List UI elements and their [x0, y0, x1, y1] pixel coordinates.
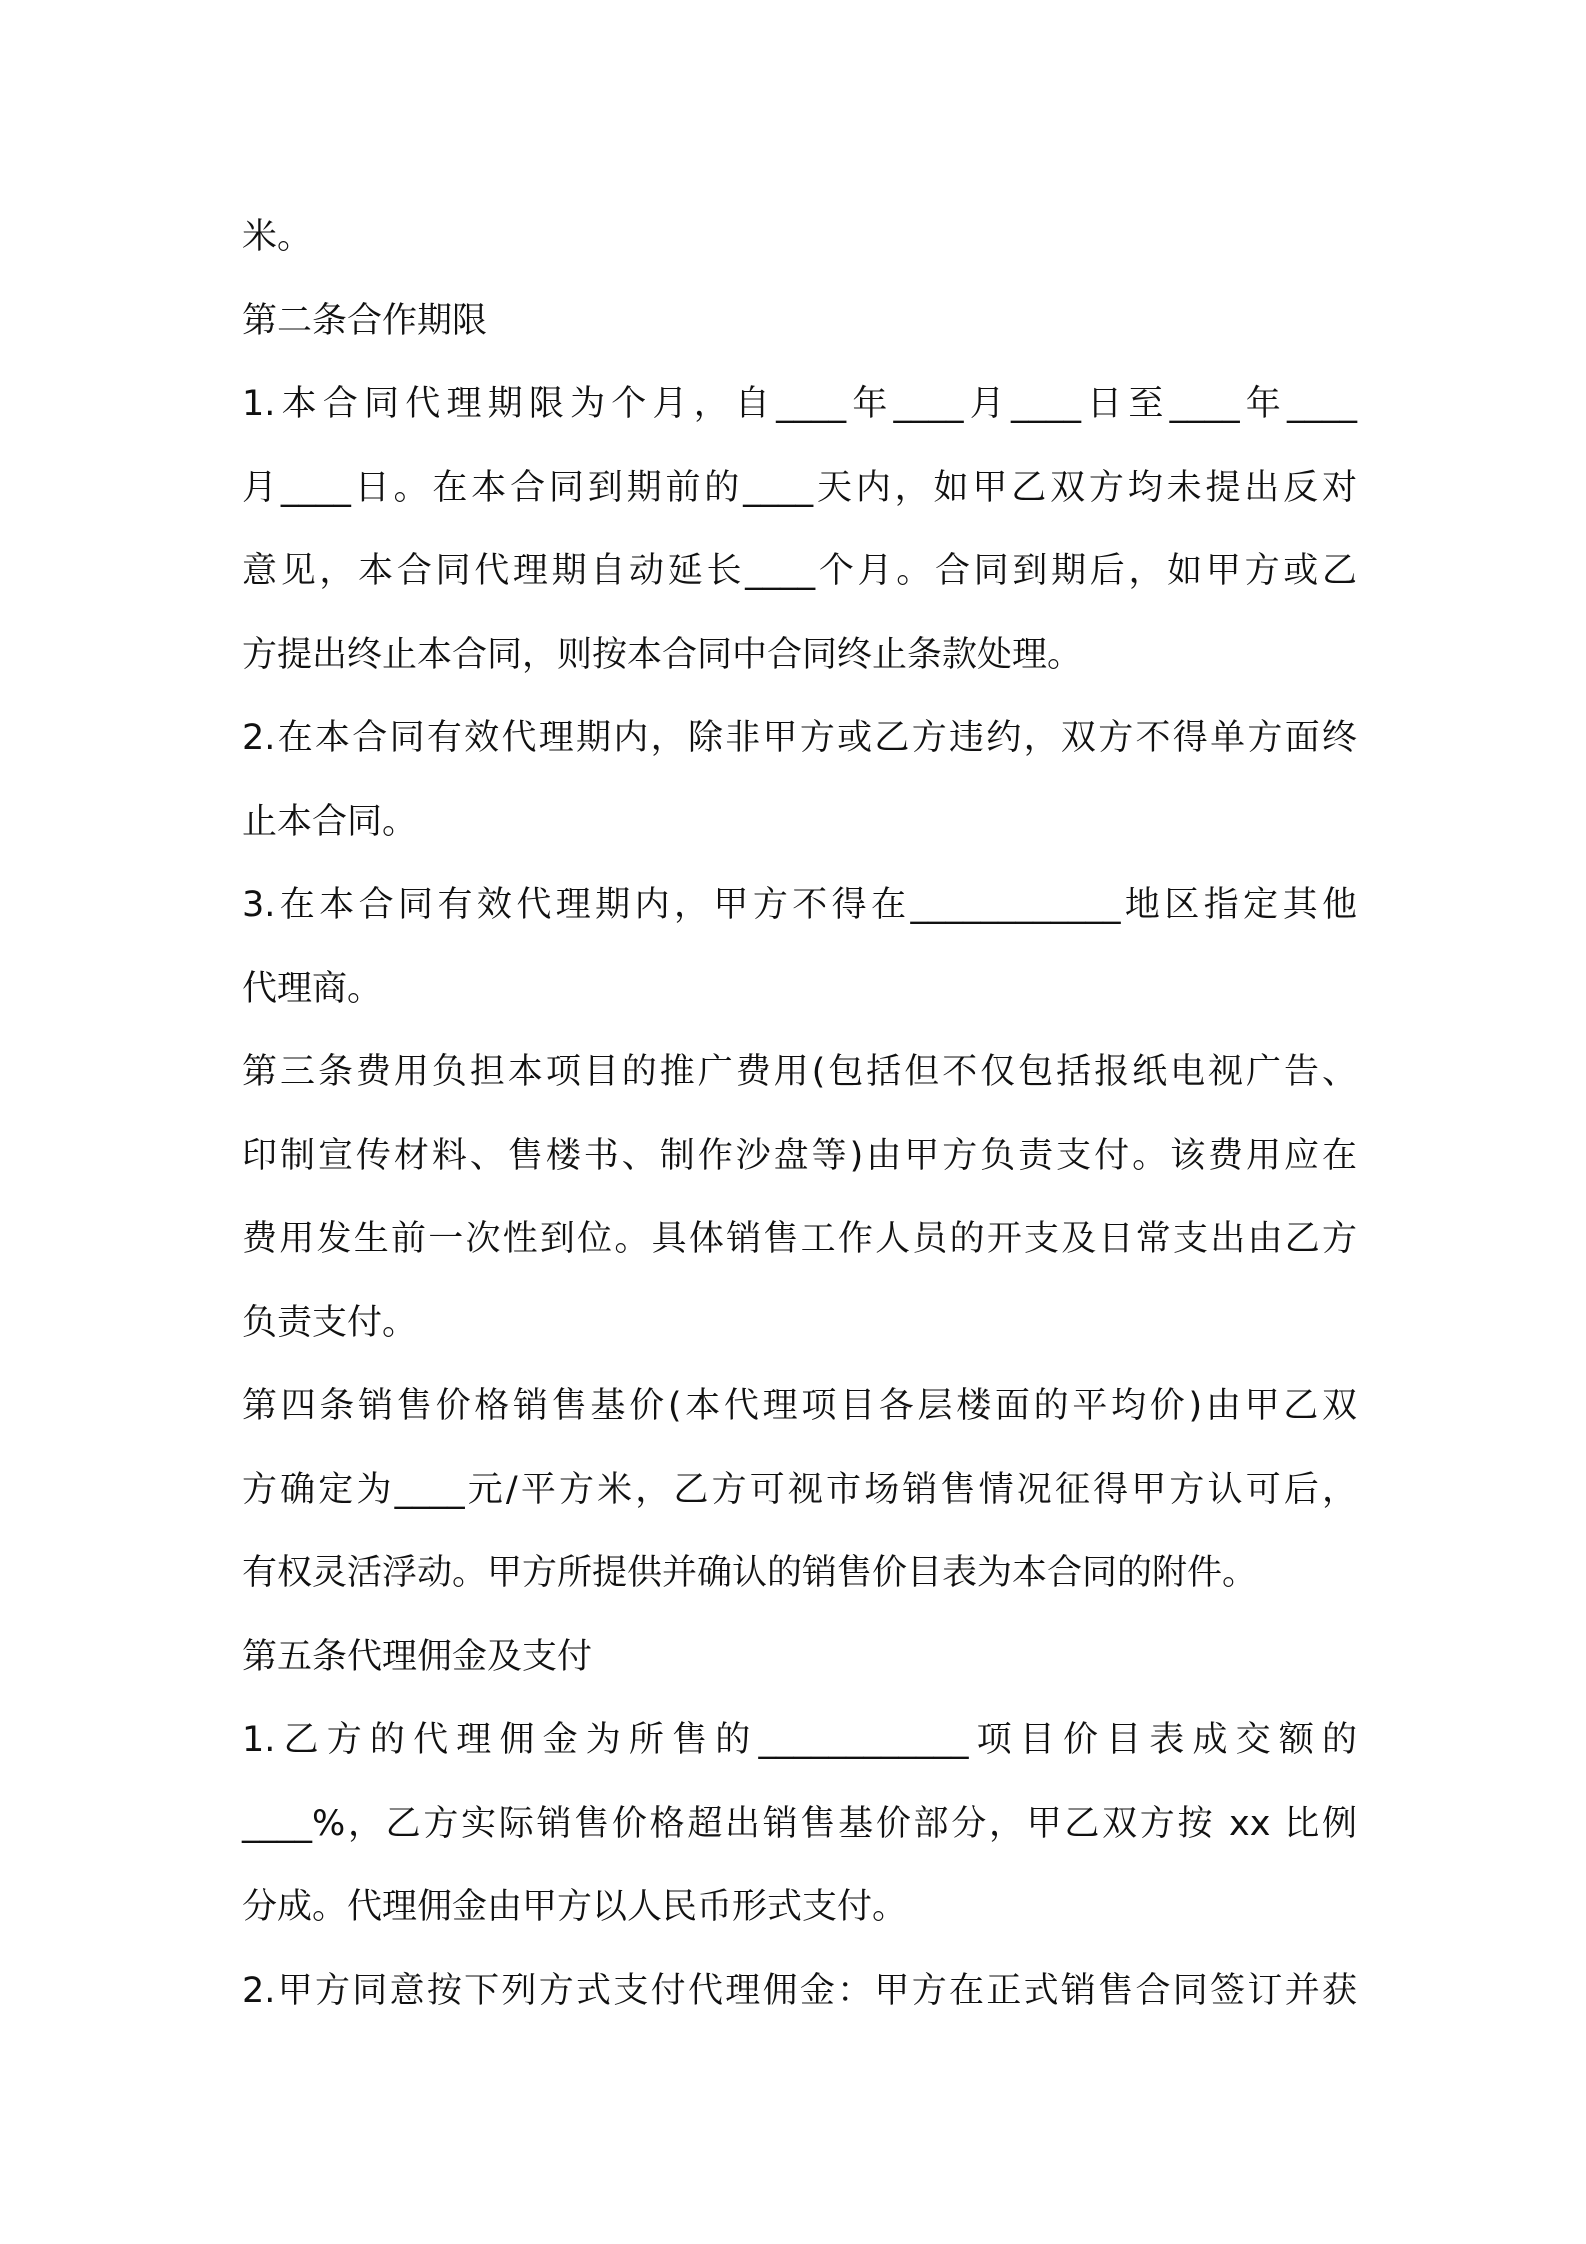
- text-line: 分成。代理佣金由甲方以人民币形式支付。: [242, 1887, 908, 1927]
- text-line: 方提出终止本合同，则按本合同中合同终止条款处理。: [242, 634, 1083, 675]
- text-line: 有权灵活浮动。甲方所提供并确认的销售价目表为本合同的附件。: [242, 1553, 1258, 1593]
- text-line: 费用发生前一次性到位。具体销售工作人员的开支及日常支出由乙方: [242, 1219, 1357, 1259]
- section-heading: 第四条销售价格销售基价(本代理项目各层楼面的平均价)由甲乙双: [242, 1386, 1357, 1426]
- text-line: 1.乙方的代理佣金为所售的____________项目价目表成交额的: [242, 1720, 1357, 1760]
- text-line: 1.本合同代理期限为个月，自____年____月____日至____年____: [242, 384, 1357, 424]
- text-line: 印制宣传材料、售楼书、制作沙盘等)由甲方负责支付。该费用应在: [242, 1135, 1357, 1176]
- text-line: 止本合同。: [242, 801, 418, 842]
- document-body: [242, 196, 1357, 2033]
- text-line: 负责支付。: [242, 1302, 418, 1343]
- text-line: 米。: [242, 217, 313, 257]
- section-heading: 第五条代理佣金及支付: [242, 1636, 593, 1677]
- text-line: 意见，本合同代理期自动延长____个月。合同到期后，如甲方或乙: [242, 551, 1357, 591]
- text-line: 方确定为____元/平方米，乙方可视市场销售情况征得甲方认可后，: [242, 1469, 1357, 1510]
- text-line: 3.在本合同有效代理期内，甲方不得在____________地区指定其他: [242, 885, 1357, 925]
- text-line: 代理商。: [242, 968, 383, 1009]
- text-line: ____%，乙方实际销售价格超出销售基价部分，甲乙双方按 xx 比例: [242, 1803, 1357, 1844]
- text-line: 月____日。在本合同到期前的____天内，如甲乙双方均未提出反对: [242, 467, 1357, 508]
- text-line: 2.甲方同意按下列方式支付代理佣金：甲方在正式销售合同签订并获: [242, 1970, 1357, 2011]
- text-line: 2.在本合同有效代理期内，除非甲方或乙方违约，双方不得单方面终: [242, 718, 1357, 758]
- section-heading: 第二条合作期限: [242, 300, 488, 341]
- section-heading: 第三条费用负担本项目的推广费用(包括但不仅包括报纸电视广告、: [242, 1052, 1357, 1092]
